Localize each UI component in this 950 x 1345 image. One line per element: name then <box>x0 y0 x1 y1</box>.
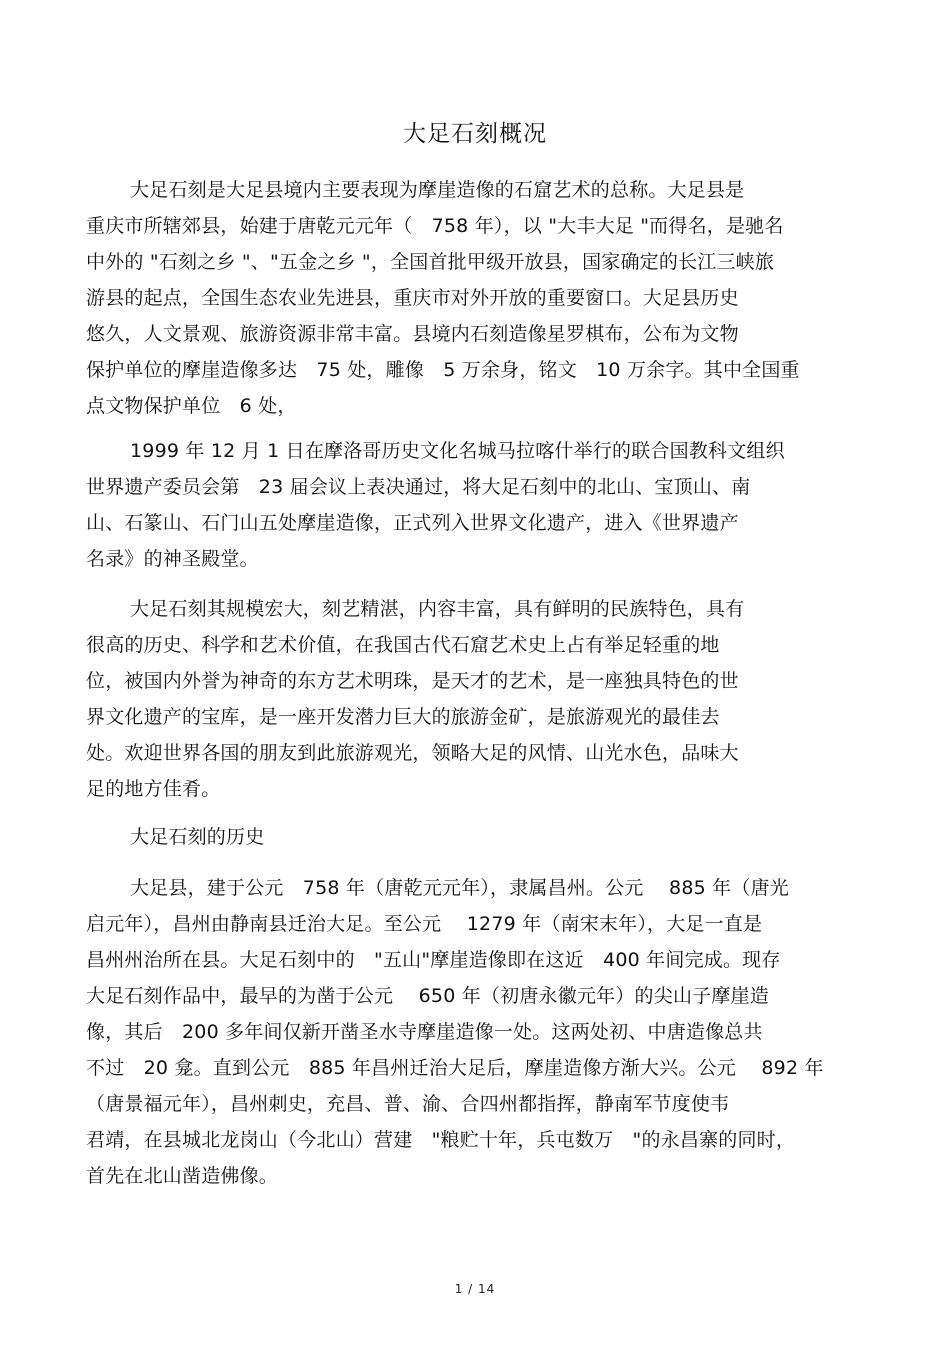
text-line: 1999 年 12 月 1 日在摩洛哥历史文化名城马拉喀什举行的联合国教科文组织 <box>130 440 785 462</box>
page-number: 1 / 14 <box>454 1282 496 1296</box>
paragraph-history <box>86 870 876 1194</box>
text-line: 像，其后 200 多年间仅新开凿圣水寺摩崖造像一处。这两处初、中唐造像总共 <box>86 1021 763 1043</box>
text-line: 处。欢迎世界各国的朋友到此旅游观光，领略大足的风情、山光水色，品味大 <box>86 742 739 764</box>
paragraph-overview <box>86 172 876 424</box>
text-line: 中外的 "石刻之乡 "、"五金之乡 "，全国首批甲级开放县，国家确定的长江三峡旅 <box>86 251 775 273</box>
text-line: 悠久，人文景观、旅游资源非常丰富。县境内石刻造像星罗棋布，公布为文物 <box>86 323 739 345</box>
text-line: 君靖，在县城北龙岗山（今北山）营建 "粮贮十年，兵屯数万 "的永昌寨的同时， <box>86 1129 796 1151</box>
paragraph-value <box>86 591 876 807</box>
text-line: 世界遗产委员会第 23 届会议上表决通过，将大足石刻中的北山、宝顶山、南 <box>86 476 751 498</box>
text-line: （唐景福元年），昌州刺史，充昌、普、渝、合四州都指挥，静南军节度使韦 <box>86 1093 730 1115</box>
paragraph-world-heritage <box>86 433 876 577</box>
text-line: 大足县，建于公元 758 年（唐乾元元年），隶属昌州。公元 885 年（唐光 <box>130 877 789 899</box>
text-line: 点文物保护单位 6 处， <box>86 395 297 417</box>
text-line: 首先在北山凿造佛像。 <box>86 1165 279 1187</box>
text-line: 不过 20 龛。直到公元 885 年昌州迁治大足后，摩崖造像方渐大兴。公元 892 年 <box>86 1057 824 1079</box>
text-line: 足的地方佳肴。 <box>86 778 221 800</box>
text-line: 昌州州治所在县。大足石刻中的 "五山"摩崖造像即在这近 400 年间完成。现存 <box>86 949 781 971</box>
text-line: 保护单位的摩崖造像多达 75 处，雕像 5 万余身，铭文 10 万余字。其中全国重 <box>86 359 800 381</box>
text-line: 山、石篆山、石门山五处摩崖造像，正式列入世界文化遗产，进入《世界遗产 <box>86 512 739 534</box>
text-line: 界文化遗产的宝库，是一座开发潜力巨大的旅游金矿，是旅游观光的最佳去 <box>86 706 720 728</box>
text-line: 大足石刻其规模宏大，刻艺精湛，内容丰富，具有鲜明的民族特色，具有 <box>130 598 745 620</box>
page-title: 大足石刻概况 <box>403 121 547 147</box>
text-line: 位，被国内外誉为神奇的东方艺术明珠，是天才的艺术，是一座独具特色的世 <box>86 670 739 692</box>
section-heading: 大足石刻的历史 <box>130 826 265 848</box>
section-heading-history <box>86 819 876 855</box>
text-line: 启元年），昌州由静南县迁治大足。至公元 1279 年（南宋末年），大足一直是 <box>86 913 763 935</box>
text-line: 名录》的神圣殿堂。 <box>86 548 259 570</box>
text-line: 游县的起点，全国生态农业先进县，重庆市对外开放的重要窗口。大足县历史 <box>86 287 739 309</box>
text-line: 很高的历史、科学和艺术价值，在我国古代石窟艺术史上占有举足轻重的地 <box>86 634 720 656</box>
text-line: 大足石刻作品中，最早的为凿于公元 650 年（初唐永徽元年）的尖山子摩崖造 <box>86 985 769 1007</box>
text-line: 大足石刻是大足县境内主要表现为摩崖造像的石窟艺术的总称。大足县是 <box>130 179 745 201</box>
text-line: 重庆市所辖郊县，始建于唐乾元元年（ 758 年），以 "大丰大足 "而得名，是驰名 <box>86 215 784 237</box>
